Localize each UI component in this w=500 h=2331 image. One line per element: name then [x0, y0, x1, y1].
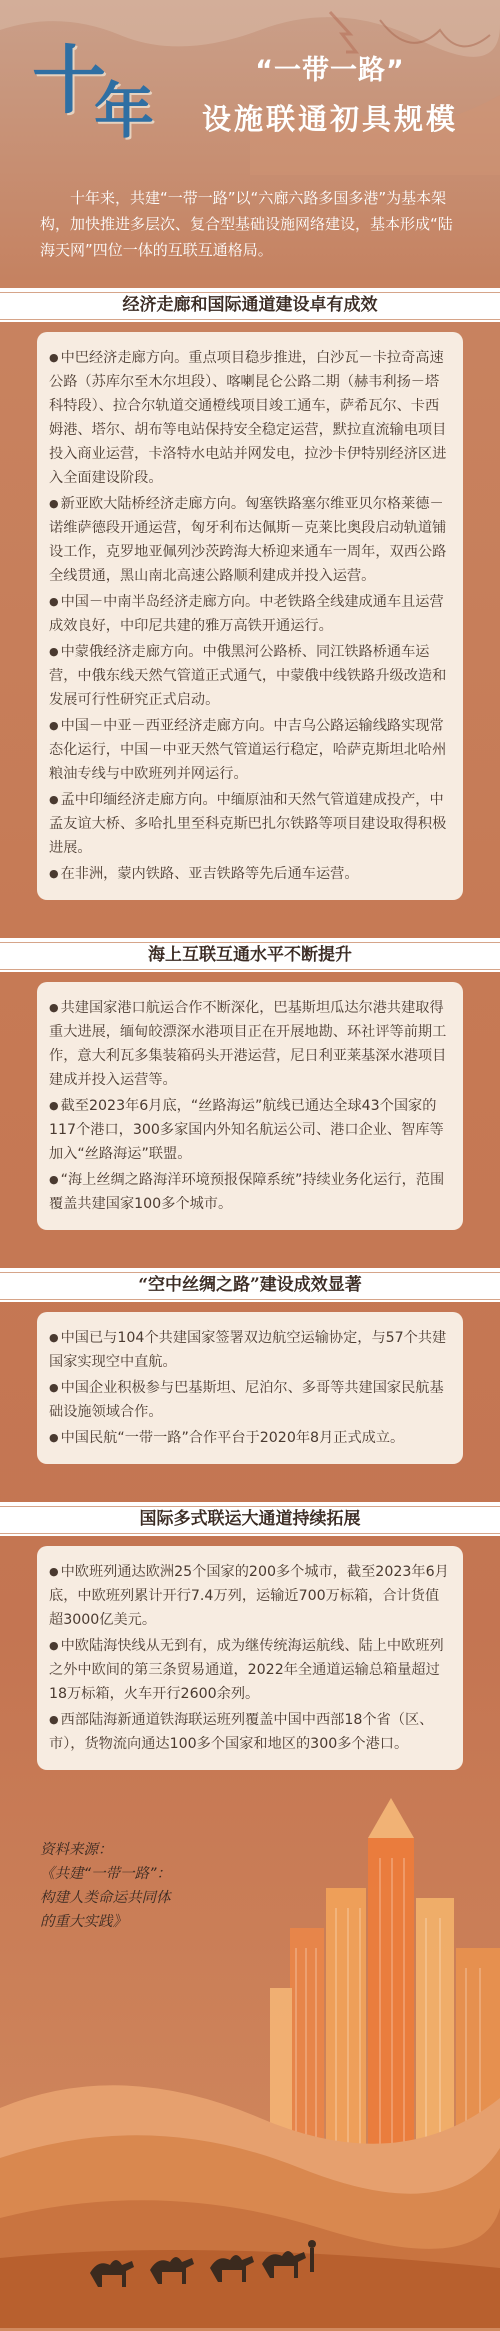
source-text: 《共建“一带一路”：构建人类命运共同体的重大实践》	[40, 1866, 172, 1930]
subtitle-line-1: “一带一路”	[255, 55, 405, 86]
bullet-icon: ●	[49, 595, 59, 608]
list-item: ● 中国－中南半岛经济走廊方向。中老铁路全线建成通车且运营成效良好，中印尼共建的雅万高铁开通运行。	[49, 594, 444, 634]
bullet-icon: ●	[49, 719, 59, 732]
section-card-4	[37, 1546, 463, 1770]
bullet-icon: ●	[49, 867, 59, 880]
section-header-3	[0, 1260, 500, 1306]
list-item: ● 中巴经济走廊方向。重点项目稳步推进，白沙瓦－卡拉奇高速公路（苏库尔至木尔坦段）、喀喇昆仑公路二期（赫韦利扬－塔科特段）、拉合尔轨道交通橙线项目竣工通车，萨希瓦尔、卡西姆港、塔尔、胡布等电站保持安全稳定运营，默拉直流输电项目投入商业运营，卡洛特水电站并网发电，拉沙卡伊特别经济区进入全面建设阶段。	[49, 350, 447, 486]
section-header-4	[0, 1494, 500, 1540]
section-header-2	[0, 930, 500, 976]
bullet-icon: ●	[49, 1381, 59, 1394]
bullet-icon: ●	[49, 645, 59, 658]
section-title-3: “空中丝绸之路”建设成效显著	[138, 1275, 362, 1295]
list-item: ● 中欧陆海快线从无到有，成为继传统海运航线、陆上中欧班列之外中欧间的第三条贸易通道，2022年全通道运输总箱量超过18万标箱，火车开行2600余列。	[49, 1638, 444, 1702]
bullet-icon: ●	[49, 1331, 59, 1344]
list-item: ● 共建国家港口航运合作不断深化，巴基斯坦瓜达尔港共建取得重大进展，缅甸皎漂深水港项目正在开展地勘、环社评等前期工作，意大利瓦多集装箱码头开港运营，尼日利亚莱基深水港项目建成并投入运营等。	[49, 1000, 447, 1088]
list-item: ● 中国－中亚－西亚经济走廊方向。中吉乌公路运输线路实现常态化运行，中国－中亚天然气管道运行稳定，哈萨克斯坦北哈州粮油专线与中欧班列并网运行。	[49, 718, 447, 782]
section-title-1: 经济走廊和国际通道建设卓有成效	[122, 295, 378, 315]
source-note	[40, 1838, 180, 1934]
bullet-icon: ●	[49, 1099, 59, 1112]
bullet-icon: ●	[49, 793, 59, 806]
section-header-1	[0, 280, 500, 326]
bullet-icon: ●	[49, 1639, 59, 1652]
bullet-icon: ●	[49, 497, 59, 510]
list-item: ● 中蒙俄经济走廊方向。中俄黑河公路桥、同江铁路桥通车运营，中俄东线天然气管道正式通气，中蒙俄中线铁路升级改造和发展可行性研究正式启动。	[49, 644, 447, 708]
list-item: ● 截至2023年6月底，“丝路海运”航线已通达全球43个国家的117个港口，300多家国内外知名航运公司、港口企业、智库等加入“丝路海运”联盟。	[49, 1098, 444, 1162]
big-title-char-1: 十	[32, 38, 106, 124]
section-card-1	[37, 332, 463, 900]
bullet-icon: ●	[49, 351, 59, 364]
section-title-2: 海上互联互通水平不断提升	[148, 945, 352, 965]
list-item: ● 西部陆海新通道铁海联运班列覆盖中国中西部18个省（区、市），货物流向通达100多个国家和地区的300多个港口。	[49, 1712, 434, 1752]
intro-paragraph: 十年来，共建“一带一路”以“六廊六路多国多港”为基本架构，加快推进多层次、复合型基础设施网络建设，基本形成“陆海天网”四位一体的互联互通格局。	[40, 189, 453, 259]
subtitle	[170, 48, 490, 138]
big-title	[32, 22, 172, 147]
header	[0, 0, 500, 280]
list-item: ● 中国企业积极参与巴基斯坦、尼泊尔、多哥等共建国家民航基础设施领域合作。	[49, 1380, 444, 1420]
subtitle-line-2: 设施联通初具规模	[201, 102, 458, 136]
bullet-icon: ●	[49, 1001, 59, 1014]
section-title-4: 国际多式联运大通道持续拓展	[139, 1509, 361, 1529]
footer-scene	[0, 1778, 500, 2328]
list-item: ● 在非洲，蒙内铁路、亚吉铁路等先后通车运营。	[49, 866, 359, 882]
bullet-icon: ●	[49, 1565, 59, 1578]
section-card-3	[37, 1312, 463, 1464]
bullet-icon: ●	[49, 1173, 59, 1186]
section-card-2	[37, 982, 463, 1230]
list-item: ● 孟中印缅经济走廊方向。中缅原油和天然气管道建成投产，中孟友谊大桥、多哈扎里至科克斯巴扎尔铁路等项目建设取得积极进展。	[49, 792, 447, 856]
bullet-icon: ●	[49, 1431, 59, 1444]
source-label: 资料来源：	[40, 1842, 113, 1858]
list-item: ● “海上丝绸之路海洋环境预报保障系统”持续业务化运行，范围覆盖共建国家100多个城市。	[49, 1172, 445, 1212]
list-item: ● 中国民航“一带一路”合作平台于2020年8月正式成立。	[49, 1430, 405, 1446]
bullet-icon: ●	[49, 1713, 59, 1726]
big-title-char-2: 年	[94, 77, 154, 147]
list-item: ● 中欧班列通达欧洲25个国家的200多个城市，截至2023年6月底，中欧班列累计开行7.4万列，运输近700万标箱，合计货值超3000亿美元。	[49, 1564, 449, 1628]
list-item: ● 中国已与104个共建国家签署双边航空运输协定，与57个共建国家实现空中直航。	[49, 1330, 447, 1370]
list-item: ● 新亚欧大陆桥经济走廊方向。匈塞铁路塞尔维亚贝尔格莱德－诺维萨德段开通运营，匈牙利布达佩斯－克莱比奥段启动轨道铺设工作，克罗地亚佩列沙茨跨海大桥迎来通车一周年，双西公路全线贯通，黑山南北高速公路顺利建成并投入运营。	[49, 496, 447, 584]
